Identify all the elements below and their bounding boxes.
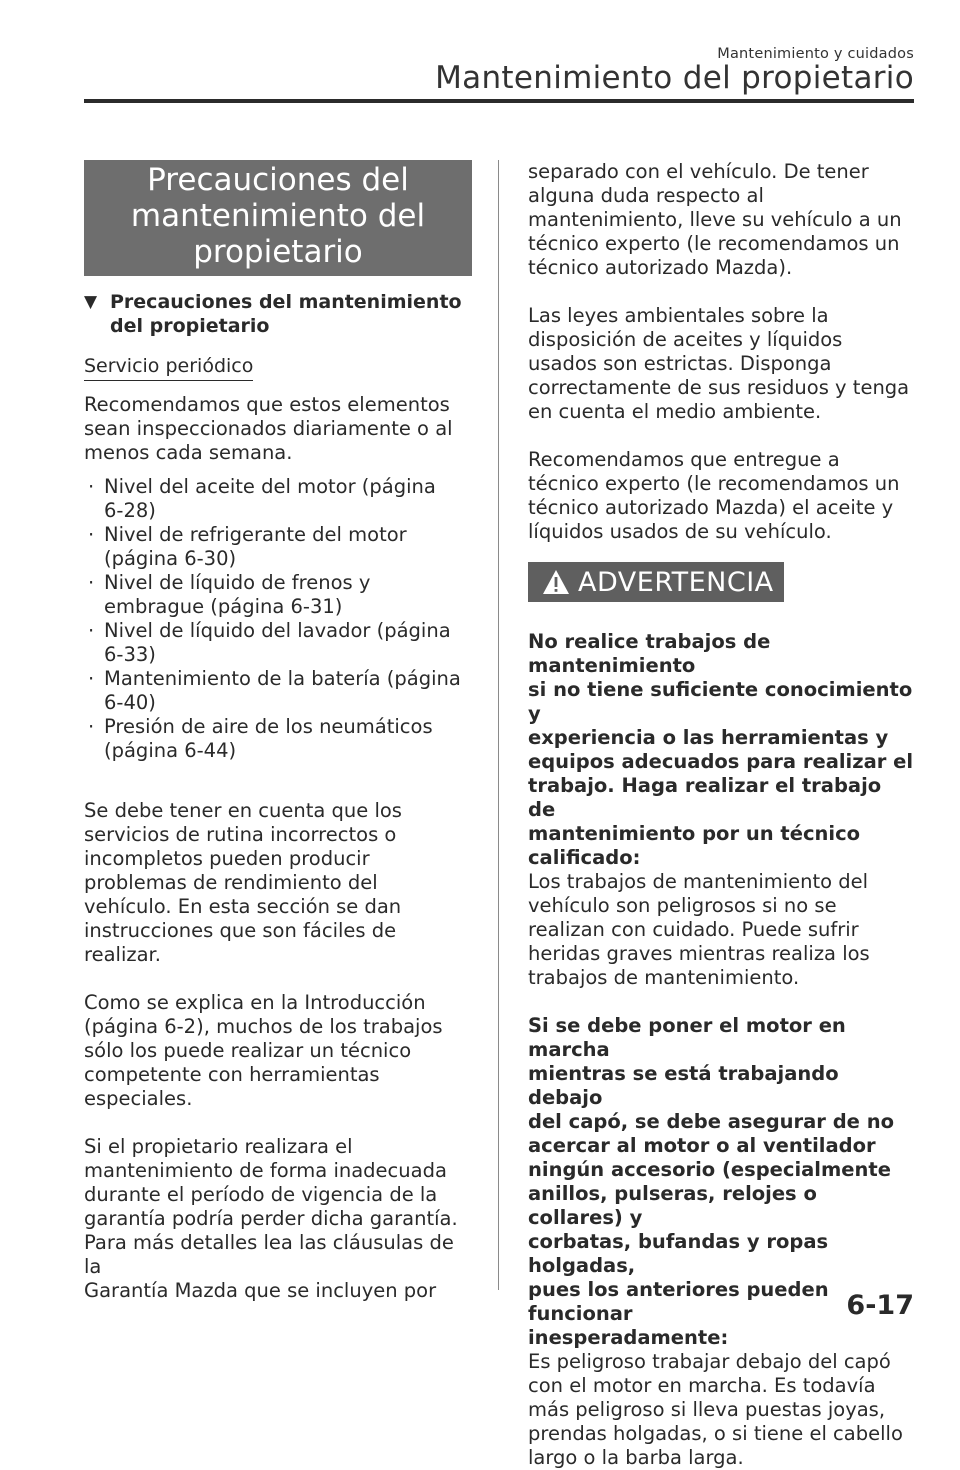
warning-bold-line: mantenimiento por un técnico [528, 822, 861, 845]
text-line: Recomendamos que estos elementos [84, 393, 450, 416]
text-line: incompletos pueden producir [84, 847, 370, 870]
section-title-line: mantenimiento del [130, 198, 426, 234]
text-line: con el motor en marcha. Es todavía [528, 1374, 876, 1397]
text-line: menos cada semana. [84, 441, 293, 464]
text-line: técnico autorizado Mazda) el aceite y [528, 496, 894, 519]
list-item: · Nivel del aceite del motor (página 6-28) [84, 475, 472, 523]
text-line: prendas holgadas, o si tiene el cabello [528, 1422, 903, 1445]
text-line: (página 6-2), muchos de los trabajos [84, 1015, 443, 1038]
subheading-line: Precauciones del mantenimiento [110, 291, 462, 313]
text-line: usados son estrictas. Disponga [528, 352, 832, 375]
warning-bold-line: anillos, pulseras, relojes o collares) y [528, 1182, 817, 1229]
warning-bold-line: si no tiene suficiente conocimiento y [528, 678, 913, 725]
warning-bold-line: mientras se está trabajando debajo [528, 1062, 839, 1109]
page-number: 6-17 [846, 1290, 914, 1321]
text-line: técnico autorizado Mazda). [528, 256, 793, 279]
warning-bold-line: No realice trabajos de mantenimiento [528, 630, 771, 677]
text-line: Recomendamos que entregue a [528, 448, 840, 471]
text-line: instrucciones que son fáciles de [84, 919, 397, 942]
list-item: · Nivel de líquido del lavador (página 6-33) [84, 619, 472, 667]
text-line: separado con el vehículo. De tener [528, 160, 869, 183]
text-line: largo o la barba larga. [528, 1446, 744, 1469]
warning-block [528, 630, 914, 990]
body-paragraph [528, 448, 914, 544]
section-title-box [84, 160, 472, 276]
warning-bold-line: pues los anteriores pueden funcionar [528, 1278, 829, 1325]
header-rule [84, 99, 914, 103]
warning-badge [528, 562, 784, 602]
section-title-line: Precauciones del [147, 162, 409, 198]
right-column [528, 160, 914, 1470]
left-column [84, 160, 472, 1303]
check-list [84, 475, 472, 763]
warning-bold-line: acercar al motor o al ventilador [528, 1134, 876, 1157]
text-line: disposición de aceites y líquidos [528, 328, 843, 351]
text-line: Las leyes ambientales sobre la [528, 304, 829, 327]
text-line: sean inspeccionados diariamente o al [84, 417, 453, 440]
text-line: mantenimiento de forma inadecuada [84, 1159, 447, 1182]
warning-label: ADVERTENCIA [578, 566, 774, 598]
intro-paragraph [84, 393, 472, 465]
text-line: técnico experto (le recomendamos un [528, 232, 900, 255]
header-chapter: Mantenimiento y cuidados [717, 46, 914, 62]
warning-bold-line: Si se debe poner el motor en marcha [528, 1014, 846, 1061]
warning-triangle-icon [542, 569, 570, 595]
warning-bold-line: ningún accesorio (especialmente [528, 1158, 891, 1181]
body-paragraph [84, 799, 472, 967]
text-line: Si el propietario realizara el [84, 1135, 353, 1158]
text-line: heridas graves mientras realiza los [528, 942, 870, 965]
text-line: competente con herramientas [84, 1063, 380, 1086]
text-line: Como se explica en la Introducción [84, 991, 426, 1014]
text-line: alguna duda respecto al [528, 184, 764, 207]
body-paragraph [84, 1135, 472, 1303]
text-line: trabajos de mantenimiento. [528, 966, 800, 989]
list-item: · Nivel de refrigerante del motor (página 6-30) [84, 523, 472, 571]
topic-heading: Servicio periódico [84, 354, 253, 381]
text-line: vehículo. En esta sección se dan [84, 895, 402, 918]
text-line: realizan con cuidado. Puede sufrir [528, 918, 859, 941]
text-line: Es peligroso trabajar debajo del capó [528, 1350, 891, 1373]
text-line: Para más detalles lea las cláusulas de la [84, 1231, 454, 1278]
text-line: realizar. [84, 943, 161, 966]
list-item: · Mantenimiento de la batería (página 6-40) [84, 667, 472, 715]
text-line: técnico experto (le recomendamos un [528, 472, 900, 495]
list-item: · Nivel de líquido de frenos y embrague (página 6-31) [84, 571, 472, 619]
section-title-line: propietario [193, 234, 363, 270]
text-line: correctamente de sus residuos y tenga [528, 376, 910, 399]
header-section: Mantenimiento del propietario [435, 60, 914, 96]
text-line: en cuenta el medio ambiente. [528, 400, 822, 423]
warning-bold-line: equipos adecuados para realizar el [528, 750, 914, 773]
text-line: Garantía Mazda que se incluyen por [84, 1279, 437, 1302]
subheading [84, 290, 472, 338]
text-line: Se debe tener en cuenta que los [84, 799, 402, 822]
warning-bold-line: experiencia o las herramientas y [528, 726, 889, 749]
text-line: durante el período de vigencia de la [84, 1183, 438, 1206]
warning-bold-line: inesperadamente: [528, 1326, 729, 1349]
list-item: · Presión de aire de los neumáticos (página 6-44) [84, 715, 472, 763]
body-paragraph [84, 991, 472, 1111]
text-line: vehículo son peligrosos si no se [528, 894, 837, 917]
text-line: más peligroso si lleva puestas joyas, [528, 1398, 886, 1421]
text-line: servicios de rutina incorrectos o [84, 823, 397, 846]
warning-bold-line: calificado: [528, 846, 641, 869]
warning-bold-line: corbatas, bufandas y ropas holgadas, [528, 1230, 829, 1277]
text-line: sólo los puede realizar un técnico [84, 1039, 412, 1062]
triangle-down-icon: ▼ [84, 292, 98, 312]
text-line: mantenimiento, lleve su vehículo a un [528, 208, 902, 231]
warning-bold-line: trabajo. Haga realizar el trabajo de [528, 774, 882, 821]
subheading-line: del propietario [110, 315, 270, 337]
text-line: especiales. [84, 1087, 193, 1110]
body-paragraph [528, 160, 914, 280]
text-line: líquidos usados de su vehículo. [528, 520, 832, 543]
warning-block [528, 1014, 914, 1470]
text-line: problemas de rendimiento del [84, 871, 378, 894]
body-paragraph [528, 304, 914, 424]
text-line: garantía podría perder dicha garantía. [84, 1207, 458, 1230]
column-divider [498, 160, 499, 1290]
warning-bold-line: del capó, se debe asegurar de no [528, 1110, 894, 1133]
text-line: Los trabajos de mantenimiento del [528, 870, 869, 893]
